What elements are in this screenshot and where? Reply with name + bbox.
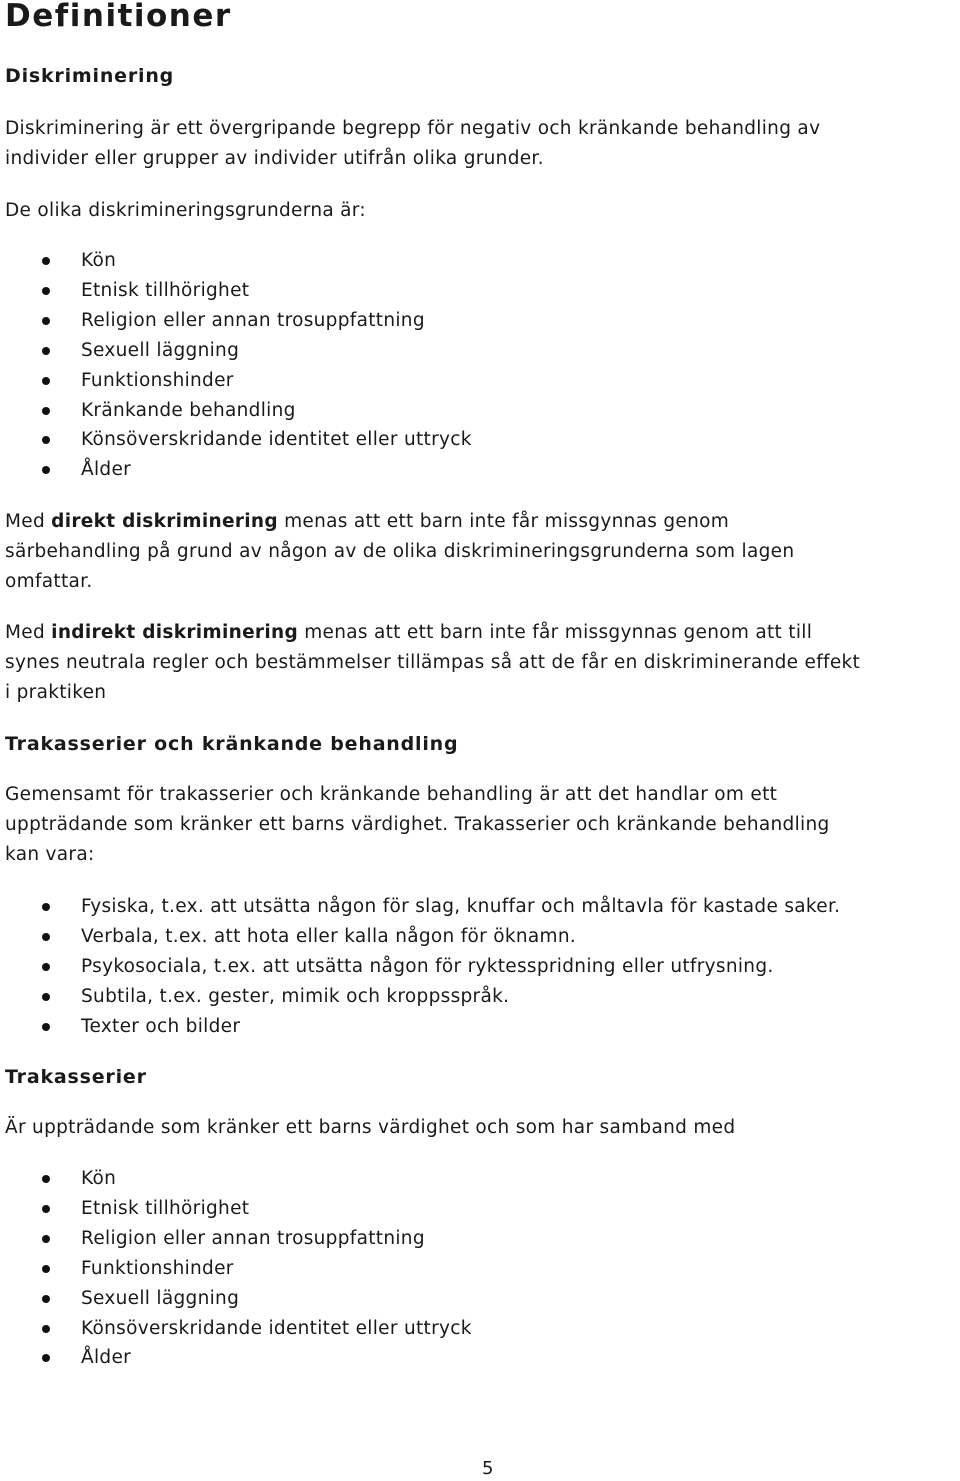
list-item: Funktionshinder xyxy=(0,1254,472,1284)
bullet-icon xyxy=(42,317,50,325)
list-item: Religion eller annan trosuppfattning xyxy=(0,306,472,336)
list-item: Könsöverskridande identitet eller uttryck xyxy=(0,1314,472,1344)
list-item: Texter och bilder xyxy=(0,1012,840,1042)
bullet-icon xyxy=(42,1175,50,1183)
bullet-icon xyxy=(42,287,50,295)
list-item: Kön xyxy=(0,246,472,276)
bullet-icon xyxy=(42,963,50,971)
list-item: Subtila, t.ex. gester, mimik och kroppsspråk. xyxy=(0,982,840,1012)
harassment-definition: Är uppträdande som kränker ett barns värdighet och som har samband med xyxy=(5,1117,736,1138)
term-indirect-discrimination: indirekt diskriminering xyxy=(51,622,299,643)
bullet-icon xyxy=(42,993,50,1001)
bullet-icon xyxy=(42,436,50,444)
intro-line: Diskriminering är ett övergripande begrepp för negativ och kränkande behandling av xyxy=(5,118,821,139)
grounds-intro: De olika diskrimineringsgrunderna är: xyxy=(5,200,366,221)
indirect-discrimination-paragraph: Med indirekt diskriminering menas att ett barn inte får missgynnas genom att till synes neutrala regler och bestämmelser tillämpas så att de får en diskriminerande effekt i praktiken xyxy=(5,622,861,703)
bullet-icon xyxy=(42,1325,50,1333)
bullet-icon xyxy=(42,1205,50,1213)
section-heading-harassment-and-abuse: Trakasserier och kränkande behandling xyxy=(5,733,459,755)
bullet-icon xyxy=(42,1354,50,1362)
list-item: Etnisk tillhörighet xyxy=(0,276,472,306)
section-heading-diskriminering: Diskriminering xyxy=(5,65,175,87)
bullet-icon xyxy=(42,1023,50,1031)
bullet-icon xyxy=(42,933,50,941)
bullet-icon xyxy=(42,377,50,385)
list-item: Kön xyxy=(0,1164,472,1194)
list-item: Ålder xyxy=(0,1343,472,1373)
bullet-icon xyxy=(42,903,50,911)
bullet-icon xyxy=(42,1235,50,1243)
list-item: Ålder xyxy=(0,455,472,485)
list-item: Fysiska, t.ex. att utsätta någon för slag, knuffar och måltavla för kastade saker. xyxy=(0,892,840,922)
bullet-icon xyxy=(42,407,50,415)
discrimination-grounds-list xyxy=(0,246,472,485)
list-item: Kränkande behandling xyxy=(0,396,472,426)
harassment-forms-list xyxy=(0,892,840,1042)
intro-paragraph xyxy=(5,114,960,174)
bullet-icon xyxy=(42,466,50,474)
list-item: Verbala, t.ex. att hota eller kalla någon för öknamn. xyxy=(0,922,840,952)
list-item: Funktionshinder xyxy=(0,366,472,396)
bullet-icon xyxy=(42,1295,50,1303)
bullet-icon xyxy=(42,347,50,355)
list-item: Etnisk tillhörighet xyxy=(0,1194,472,1224)
list-item: Religion eller annan trosuppfattning xyxy=(0,1224,472,1254)
list-item: Sexuell läggning xyxy=(0,336,472,366)
harassment-paragraph: Gemensamt för trakasserier och kränkande behandling är att det handlar om ett uppträdande som kränker ett barns värdighet. Trakasserier och kränkande behandling kan vara: xyxy=(5,784,830,865)
direct-discrimination-paragraph: Med direkt diskriminering menas att ett barn inte får missgynnas genom särbehandling på grund av någon av de olika diskrimineringsgrunderna som lagen omfattar. xyxy=(5,511,795,592)
list-item: Könsöverskridande identitet eller uttryck xyxy=(0,425,472,455)
list-item: Sexuell läggning xyxy=(0,1284,472,1314)
page-title: Definitioner xyxy=(5,0,232,34)
bullet-icon xyxy=(42,1265,50,1273)
term-direct-discrimination: direkt diskriminering xyxy=(51,511,278,532)
intro-line: individer eller grupper av individer utifrån olika grunder. xyxy=(5,147,544,169)
harassment-grounds-list xyxy=(0,1164,472,1373)
section-heading-harassment: Trakasserier xyxy=(5,1066,147,1088)
page-number: 5 xyxy=(482,1458,494,1479)
bullet-icon xyxy=(42,257,50,265)
list-item: Psykosociala, t.ex. att utsätta någon för ryktesspridning eller utfrysning. xyxy=(0,952,840,982)
